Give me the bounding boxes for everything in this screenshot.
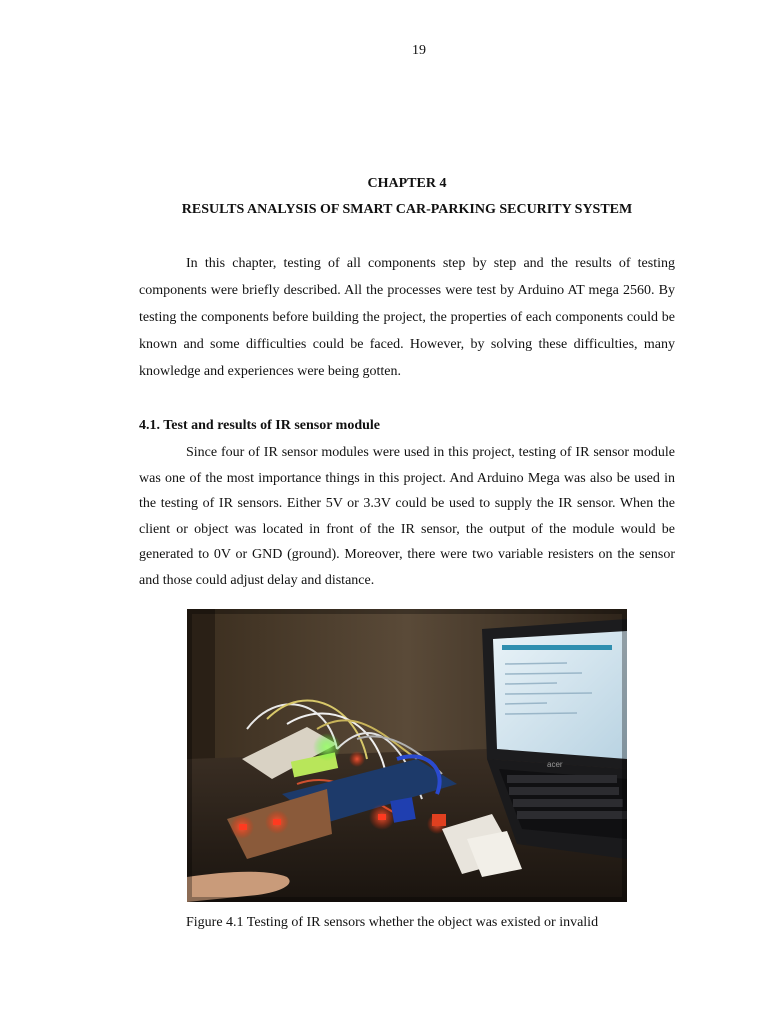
figure-caption: Figure 4.1 Testing of IR sensors whether the object was existed or invalid xyxy=(186,915,599,930)
ir-sensor-test-photo xyxy=(187,609,627,902)
section-heading: 4.1. Test and results of IR sensor module xyxy=(139,418,381,433)
page-number: 19 xyxy=(412,43,426,58)
chapter-title: RESULTS ANALYSIS OF SMART CAR-PARKING SECURITY SYSTEM xyxy=(181,202,633,217)
chapter-label: CHAPTER 4 xyxy=(367,176,447,191)
section-paragraph: Since four of IR sensor modules were used in this project, testing of IR sensor module was one of the most importance things in this project. And Arduino Mega was also be used in the testing of IR sensors. Either 5V or 3.3V could be used to supply the IR sensor. When the client or object was located in front of the IR sensor, the output of the module would be generated to 0V or GND (ground). Moreover, there were two variable resisters on the sensor and those could adjust delay and distance. xyxy=(139,445,675,588)
figure-photo xyxy=(187,609,627,902)
intro-paragraph: In this chapter, testing of all components step by step and the results of testing components were briefly described. All the processes were test by Arduino AT mega 2560. By testing the components before building the project, the properties of each components could be known and some difficulties could be faced. However, by solving these difficulties, many knowledge and experiences were being gotten. xyxy=(139,256,675,379)
laptop-brand-label: acer xyxy=(547,760,563,769)
